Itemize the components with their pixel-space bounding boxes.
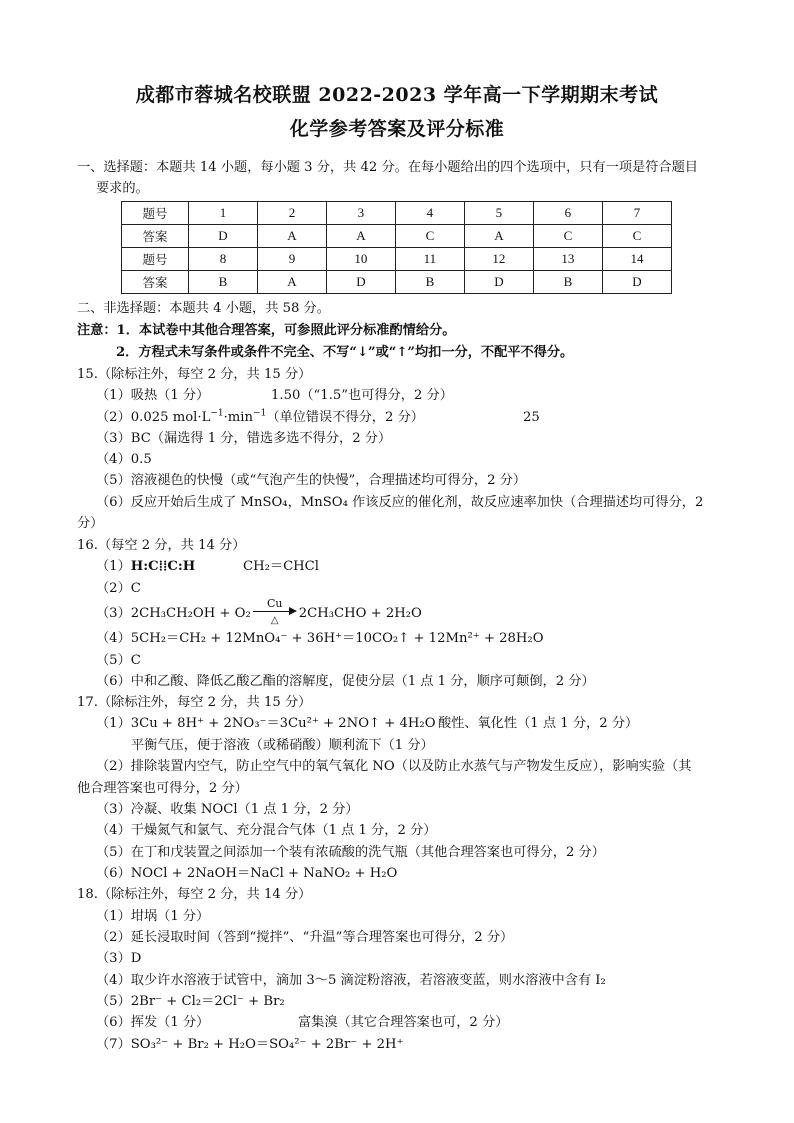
q17-answer-4: （4）干燥氮气和氯气、充分混合气体（1 点 1 分，2 分）	[96, 823, 437, 838]
q15-answer-1: （1）吸热（1 分）	[96, 388, 210, 403]
table-cell: D	[326, 271, 395, 294]
q15-answer-5: （5）溶液褪色的快慢（或“气泡产生的快慢”，合理描述均可得分，2 分）	[96, 473, 527, 488]
table-cell: 答案	[122, 225, 189, 248]
q17-answer-1b: 酸性、氧化性（1 点 1 分，2 分）	[438, 716, 639, 731]
electron-formula: H:C⁞⁞C:H	[130, 559, 196, 574]
q18-answer-7: （7）SO₃²⁻ + Br₂ + H₂O＝SO₄²⁻ + 2Br⁻ + 2H⁺	[96, 1037, 404, 1052]
q17-answer-2-cont: 他合理答案也可得分，2 分）	[77, 781, 248, 796]
table-cell: 2	[257, 202, 326, 225]
q17-answer-3: （3）冷凝、收集 NOCl（1 点 1 分，2 分）	[96, 802, 359, 817]
table-cell: 4	[395, 202, 464, 225]
q15-answer-4: （4）0.5	[96, 452, 152, 467]
q16-answer-4: （4）5CH₂＝CH₂ + 12MnO₄⁻ + 36H⁺＝10CO₂↑ + 12Mn²⁺ + 28H₂O	[96, 631, 544, 646]
table-cell: 答案	[122, 271, 189, 294]
q16-answer-1b: CH₂＝CHCl	[243, 559, 319, 574]
table-cell: 题号	[122, 202, 189, 225]
table-cell: 13	[533, 248, 602, 271]
table-cell: D	[189, 225, 258, 248]
table-cell: 9	[257, 248, 326, 271]
table-cell: D	[602, 271, 671, 294]
section2-text: 二、非选择题：本题共 4 小题，共 58 分。	[77, 301, 330, 316]
table-cell: 1	[189, 202, 258, 225]
table-cell: C	[395, 225, 464, 248]
q16-header: 16.（每空 2 分，共 14 分）	[77, 538, 246, 553]
table-cell: A	[257, 271, 326, 294]
q16-answer-5: （5）C	[96, 653, 141, 668]
answer-table	[121, 201, 672, 294]
q18-answer-4: （4）取少许水溶液于试管中，滴加 3～5 滴淀粉溶液，若溶液变蓝，则水溶液中含有 I₂	[96, 973, 606, 988]
section1-text: 一、选择题：本题共 14 小题，每小题 3 分，共 42 分。在每小题给出的四个选项中，只有一项是符合题目	[77, 160, 698, 175]
q15-answer-2: （2）0.025 $mol\cdot L^{-1}\cdot\min^{-1}$（单位错误不得分，2 分）	[96, 408, 424, 425]
table-row	[122, 225, 672, 248]
table-cell: B	[189, 271, 258, 294]
table-cell: B	[533, 271, 602, 294]
section1-text-cont: 要求的。	[96, 181, 149, 196]
q15-answer-6-cont: 分）	[77, 516, 104, 531]
table-cell: 11	[395, 248, 464, 271]
table-row	[122, 202, 672, 225]
q15-answer-2b: 25	[523, 410, 540, 425]
table-cell: 7	[602, 202, 671, 225]
table-cell: 14	[602, 248, 671, 271]
note-2: 2．方程式未写条件或条件不完全、不写“↓”或“↑”均扣一分，不配平不得分。	[116, 345, 574, 360]
q16-answer-1: （1）H:C⁞⁞C:H	[96, 559, 196, 574]
table-cell: C	[533, 225, 602, 248]
table-cell: A	[464, 225, 533, 248]
table-cell: 8	[189, 248, 258, 271]
q16-answer-6: （6）中和乙酸、降低乙酸乙酯的溶解度，促使分层（1 点 1 分，顺序可颠倒，2 分）	[96, 674, 595, 689]
q16-answer-2: （2）C	[96, 581, 141, 596]
q18-answer-3: （3）D	[96, 951, 142, 966]
table-cell: 5	[464, 202, 533, 225]
q18-answer-6b: 富集溴（其它合理答案也可，2 分）	[298, 1015, 509, 1030]
q15-answer-6: （6）反应开始后生成了 MnSO₄，MnSO₄ 作该反应的催化剂，故反应速率加快（合理描述均可得分，2	[96, 495, 704, 510]
table-row	[122, 248, 672, 271]
q17-answer-1c: 平衡气压，便于溶液（或稀硝酸）顺利流下（1 分）	[131, 738, 434, 753]
table-cell: B	[395, 271, 464, 294]
q15-header: 15.（除标注外，每空 2 分，共 15 分）	[77, 367, 312, 382]
q18-answer-6: （6）挥发（1 分）	[96, 1015, 210, 1030]
q18-answer-2: （2）延长浸取时间（答到“搅拌”、“升温”等合理答案也可得分，2 分）	[96, 930, 514, 945]
q18-answer-1: （1）坩埚（1 分）	[96, 909, 210, 924]
q17-answer-2: （2）排除装置内空气，防止空气中的氧气氧化 NO（以及防止水蒸气与产物发生反应），影响实验（其	[96, 759, 692, 774]
table-cell: 6	[533, 202, 602, 225]
table-cell: A	[257, 225, 326, 248]
q18-header: 18.（除标注外，每空 2 分，共 14 分）	[77, 887, 312, 902]
q15-answer-1b: 1.50（“1.5”也可得分，2 分）	[271, 388, 453, 403]
q17-header: 17.（除标注外，每空 2 分，共 15 分）	[77, 695, 312, 710]
q16-answer-3: （3）2CH₃CH₂OH + O₂ Cu △ 2CH₃CHO + 2H₂O	[96, 597, 422, 626]
q18-answer-5: （5）2Br⁻ + Cl₂＝2Cl⁻ + Br₂	[96, 994, 285, 1009]
note-1: 注意：1．本试卷中其他合理答案，可参照此评分标准酌情给分。	[77, 323, 456, 338]
table-cell: A	[326, 225, 395, 248]
table-cell: 3	[326, 202, 395, 225]
q15-answer-3: （3）BC（漏选得 1 分，错选多选不得分，2 分）	[96, 431, 392, 446]
page-subtitle: 化学参考答案及评分标准	[289, 118, 505, 140]
table-row	[122, 271, 672, 294]
q17-answer-1: （1）3Cu + 8H⁺ + 2NO₃⁻＝3Cu²⁺ + 2NO↑ + 4H₂O	[96, 716, 436, 731]
page-title: 成都市蓉城名校联盟 2022-2023 学年高一下学期期末考试	[135, 84, 659, 106]
table-cell: 12	[464, 248, 533, 271]
table-cell: 10	[326, 248, 395, 271]
table-cell: C	[602, 225, 671, 248]
q17-answer-6: （6）NOCl + 2NaOH＝NaCl + NaNO₂ + H₂O	[96, 866, 398, 881]
table-cell: 题号	[122, 248, 189, 271]
table-cell: D	[464, 271, 533, 294]
q17-answer-5: （5）在丁和戊装置之间添加一个装有浓硫酸的洗气瓶（其他合理答案也可得分，2 分）	[96, 845, 605, 860]
reaction-arrow-icon: Cu △	[253, 604, 297, 620]
